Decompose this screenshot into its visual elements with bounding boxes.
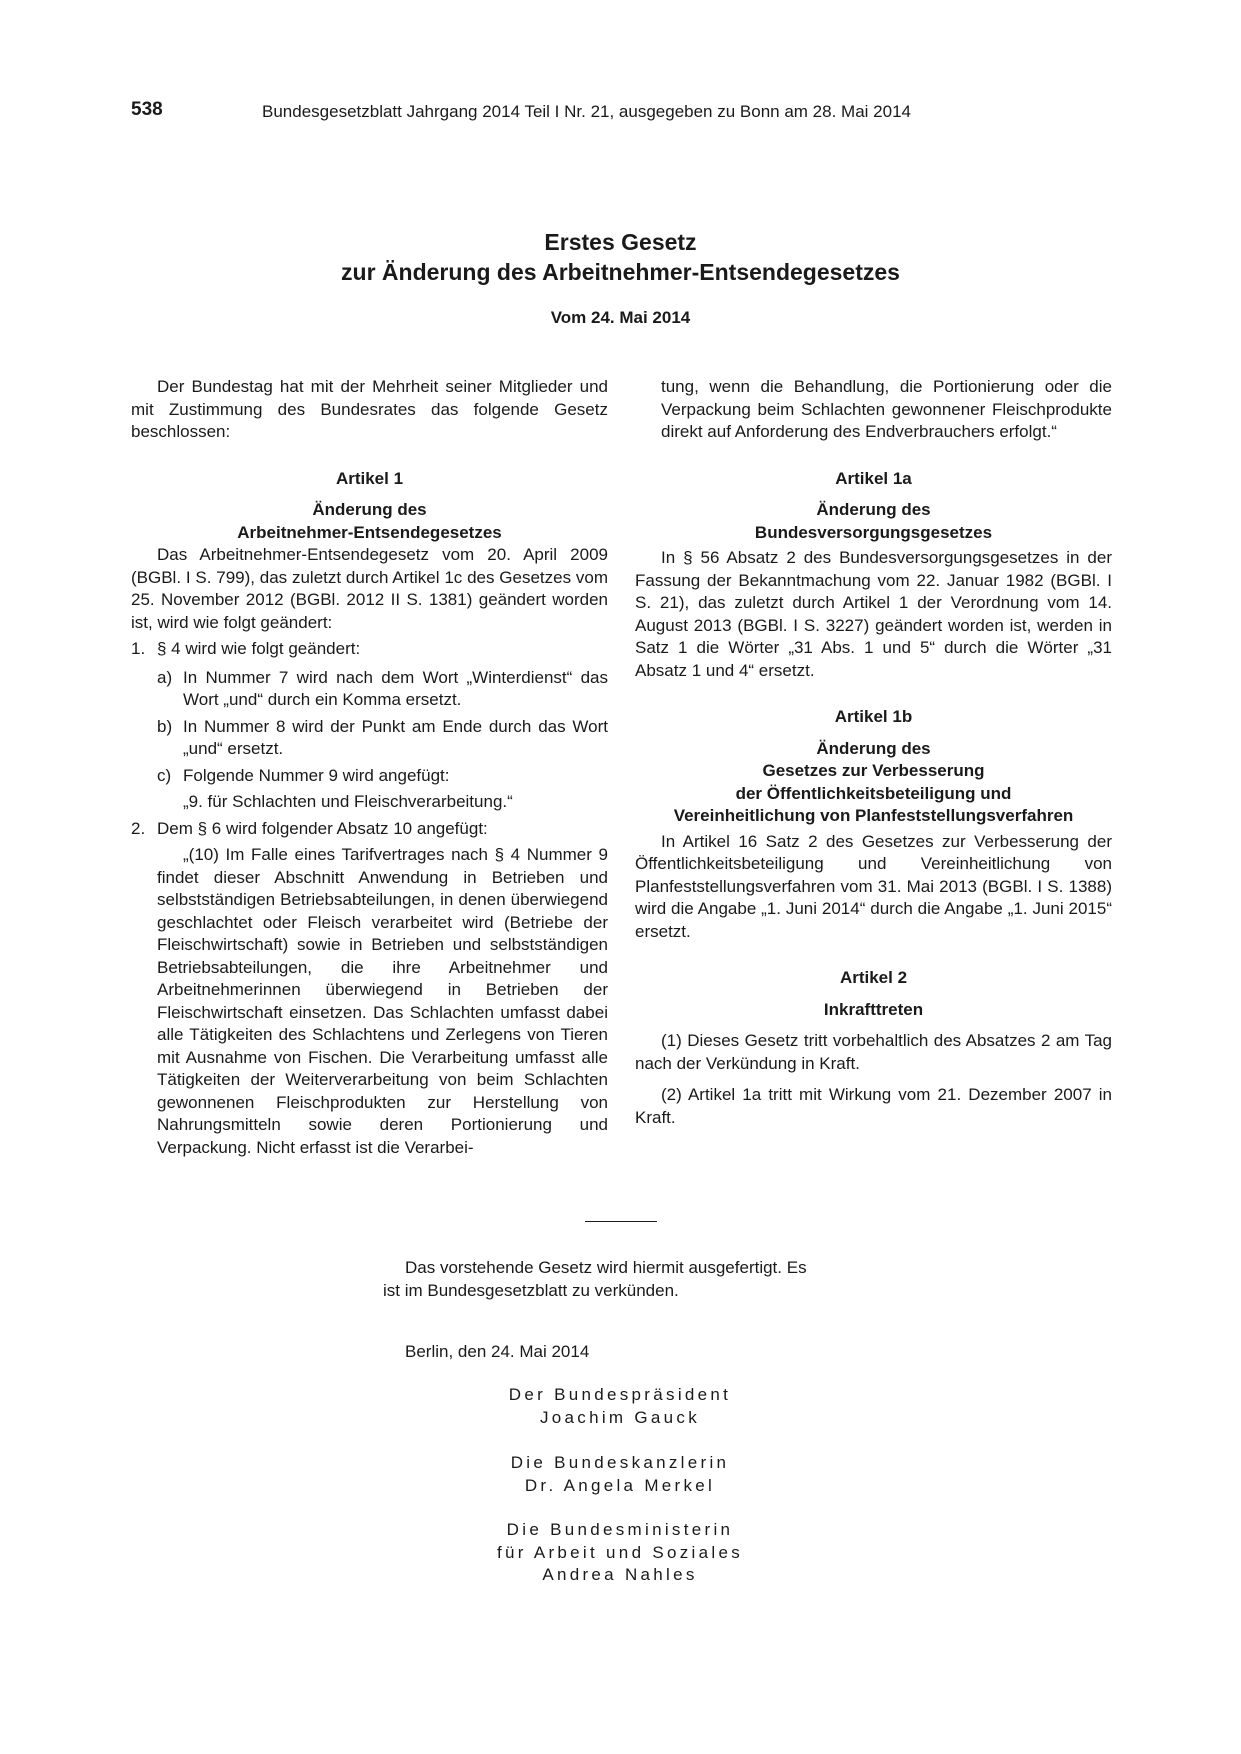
divider [585,1221,657,1222]
article-1b-paragraph: In Artikel 16 Satz 2 des Gesetzes zur Verbesserung der Öffentlichkeitsbeteiligung und Vereinheitlichung von Planfeststellungsverfahren vom 31. Mai 2013 (BGBl. I S. 1388) wird die Angabe „1. Juni 2014“ durch die Angabe „1. Juni 2015“ ersetzt. [635,831,1112,941]
article-2-paragraph-2: (2) Artikel 1a tritt mit Wirkung vom 21. Dezember 2007 in Kraft. [635,1085,1112,1127]
promulgation-note [383,1257,873,1302]
list-item-text: In Nummer 8 wird der Punkt am Ende durch das Wort „und“ ersetzt. [183,716,608,758]
quoted-amendment: „9. für Schlachten und Fleischverarbeitung.“ [183,792,513,811]
signature-block [460,1519,780,1587]
article-1b-title-line-3: der Öffentlichkeitsbeteiligung und [735,783,1012,803]
signatory-role: Der Bundespräsident [508,1385,732,1404]
continued-paragraph: tung, wenn die Behandlung, die Portionierung oder die Verpackung beim Schlachten gewonnener Fleischprodukte direkt auf Anforderung des Endverbrauchers erfolgt.“ [661,377,1112,441]
promulgation-line-1: Das vorstehende Gesetz wird hiermit ausgefertigt. Es [405,1258,807,1277]
article-2-heading: Artikel 2 [839,968,908,987]
signatory-role: für Arbeit und Soziales [497,1542,743,1562]
article-2-title: Inkrafttreten [823,999,924,1019]
article-1-title-line-2: Arbeitnehmer-Entsendegesetzes [237,522,502,542]
law-date: Vom 24. Mai 2014 [550,308,691,327]
signatory-name: Joachim Gauck [539,1407,701,1427]
list-item-text: In Nummer 7 wird nach dem Wort „Winterdienst“ das Wort „und“ durch ein Komma ersetzt. [183,667,608,709]
article-1b-title-line-1: Änderung des [816,738,931,758]
list-item-label: c) [157,765,172,785]
article-1-paragraph: Das Arbeitnehmer-Entsendegesetz vom 20. April 2009 (BGBl. I S. 799), das zuletzt durch Artikel 1c des Gesetzes vom 25. November 2012 (BGBl. 2012 II S. 1381) geändert worden ist, wird wie folgt geändert: [131,545,608,632]
article-1a-title-line-1: Änderung des [816,500,931,519]
place-date: Berlin, den 24. Mai 2014 [405,1342,590,1361]
list-item-label: a) [157,667,173,687]
right-column [635,376,1112,1129]
article-1b-title-line-2: Gesetzes zur Verbesserung [762,761,985,780]
article-1-heading: Artikel 1 [335,468,404,488]
list-item-label: 1. [131,639,146,658]
article-2-paragraph-1: (1) Dieses Gesetz tritt vorbehaltlich des Absatzes 2 am Tag nach der Verkündung in Kraft. [635,1031,1112,1073]
list-item-text: Dem § 6 wird folgender Absatz 10 angefügt: [157,818,488,838]
promulgation-line-2: ist im Bundesgesetzblatt zu verkünden. [383,1280,679,1300]
list-item-text: Folgende Nummer 9 wird angefügt: [183,765,450,785]
signature-block [460,1452,780,1497]
list-item-label: 2. [131,818,146,838]
list-item-label: b) [157,716,173,736]
list-item [157,667,608,712]
signatory-role: Die Bundesministerin [506,1520,734,1539]
list-item [157,765,608,788]
article-1a-paragraph: In § 56 Absatz 2 des Bundesversorgungsgesetzes in der Fassung der Bekanntmachung vom 22. Januar 1982 (BGBl. I S. 21), das zuletzt durch Artikel 1 der Verordnung vom 14. August 2013 (BGBl. I S. 3227) geändert worden ist, werden in Satz 1 die Wörter „31 Abs. 1 und 5“ durch die Wörter „31 Absatz 1 und 4“ ersetzt. [635,548,1112,680]
article-1-title-line-1: Änderung des [312,500,427,519]
signatory-name: Dr. Angela Merkel [524,1475,716,1495]
signatory-role: Die Bundeskanzlerin [510,1453,730,1472]
preamble: Der Bundestag hat mit der Mehrheit seiner Mitglieder und mit Zustimmung des Bundesrates das folgende Gesetz beschlossen: [131,377,608,441]
list-item [131,638,608,661]
signatory-name: Andrea Nahles [542,1565,698,1584]
list-item [157,716,608,761]
page-number: 538 [131,99,163,120]
law-title-line-1: Erstes Gesetz [544,229,697,255]
article-1a-heading: Artikel 1a [835,468,912,488]
article-1b-heading: Artikel 1b [834,707,913,726]
signature-block [460,1384,780,1429]
article-1a-title-line-2: Bundesversorgungsgesetzes [754,522,993,542]
left-column [131,376,608,1159]
list-item-text: § 4 wird wie folgt geändert: [157,639,361,658]
quoted-amendment: „(10) Im Falle eines Tarifvertrages nach § 4 Nummer 9 findet dieser Abschnitt Anwendung in Betrieben und selbstständigen Betriebsabteilungen, in denen überwiegend geschlachtet oder Fleisch verarbeitet wird (Betriebe der Fleischwirtschaft) sowie in Betrieben und selbstständigen Betriebsabteilungen, die ihre Arbeitnehmer und Arbeitnehmerinnen überwiegend in Betrieben der Fleischwirtschaft einsetzen. Das Schlachten umfasst dabei alle Tätigkeiten des Schlachtens und Zerlegens von Tieren mit Ausnahme von Fischen. Die Verarbeitung umfasst alle Tätigkeiten der Weiterverarbeitung von beim Schlachten gewonnenen Fleischprodukten zur Herstellung von Nahrungsmitteln sowie deren Portionierung und Verpackung. Nicht erfasst ist die Verarbei- [157,845,608,1157]
article-1b-title-line-4: Vereinheitlichung von Planfeststellungsverfahren [673,806,1074,825]
running-header: Bundesgesetzblatt Jahrgang 2014 Teil I Nr. 21, ausgegeben zu Bonn am 28. Mai 2014 [262,102,911,121]
list-item [131,818,608,841]
law-title-line-2: zur Änderung des Arbeitnehmer-Entsendegesetzes [341,259,900,285]
